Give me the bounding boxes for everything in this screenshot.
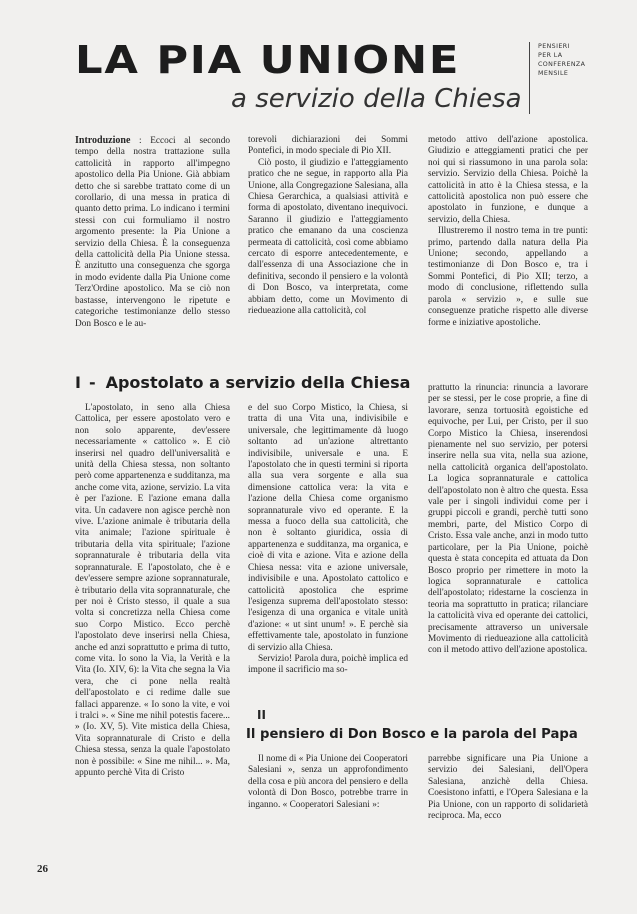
section-2-paragraph: parrebbe significare una Pia Unione a servizio dei Salesiani, dell'Opera Salesiana, anzichè della Chiesa. Coesistono infatti, e l'Opera Salesiana e la Pia Unione, con un rapporto di solidarietà reciproca. Ma, ecco — [428, 754, 588, 822]
masthead — [75, 38, 615, 118]
section-1-paragraph: e del suo Corpo Mistico, la Chiesa, si tratta di una Vita una, indivisibile e universale, che legittimamente dà luogo soltanto ad un'azione altrettanto indivisibile, universale e una. E l'apostolato che in questi termini si riporta alla sua vera sorgente e alla sua dimensione cattolica vera: la vita e l'azione della Chiesa come organismo soprannaturale vivo ed operante. E la messa a fuoco della sua cattolicità, che non è soltanto giuridica, ossia di appartenenza e sudditanza, ma organica, e cioè di vita e azione. Vita e azione della Chiesa nessa: vita e azione universale, indivisibile e una. Apostolato cattolico e cattolicità apostolica che esprime l'esigenza suprema dell'apostolato stesso: l'esigenza di una organica e vitale unità d'azione: « ut sint unum! ». E perchè sia effettivamente tale, apostolato in funzione di servizio alla Chiesa. — [248, 403, 408, 653]
section-1-column-3 — [428, 383, 588, 657]
section-1-paragraph: L'apostolato, in seno alla Chiesa Cattolica, per essere apostolato vero e non solo apparente, dev'essere necessariamente « cattolico ». E ciò inserirsi nel quadro dell'universalità e unità della Chiesa stessa, non soltanto però come appartenenza e sudditanza, ma anche come vita, azione, servizio. La vita è per l'azione. E l'azione emana dalla vita. Un cadavere non agisce perchè non vive. L'azione animale è tributaria della vita animale; l'azione spirituale è tributaria della vita spirituale; l'azione soprannaturale è tributaria della vita soprannaturale. E l'apostolato, che è e dev'essere sempre azione soprannaturale, è tributario della vita soprannaturale, che per noi è Cristo stesso, il quale a sua volta si concretizza nella Chiesa come suo Corpo Mistico. Ecco perchè l'apostolato deve inserirsi nella Chiesa, anche ed anzi soprattutto e prima di tutto, come vita. Io sono la Via, la Verità e la Vita (Io. XIV, 6): la Vita che segna la Via vera, che ci pone nella realtà dell'apostolato e ci redime dalle sue fallaci apparenze. « Io sono la vite, e voi i tralci ». « Sine me nihil potestis facere... » (Io. XV, 5). Vite mistica della Chiesa, Vita soprannaturale di Cristo e della Chiesa stessa, senza la quale l'apostolato non è possibile: « Sine me nihil... ». Ma, appunto perchè Vita di Cristo — [75, 403, 230, 778]
section-2-number: II — [257, 708, 266, 722]
section-1-paragraph: prattutto la rinuncia: rinuncia a lavorare per se stessi, per le cose proprie, a fine di lavorare, senza tortuosità egoistiche ed equivoche, per Lui, per Cristo, per il suo Corpo Mistico la Chiesa, inserendosi pienamente nel suo servizio, per potersi inserire nella sua vita, nella sua azione, nella cattolicità organica dell'apostolato. La logica soprannaturale e cattolica dell'apostolato non è altro che questa. Essa vale per i singoli individui come per i gruppi piccoli e grandi, perchè tutti sono membri, parte, del Mistico Corpo di Cristo. Essa vale anche, anzi in modo tutto particolare, per la Pia Unione, poichè questa è stata concepita ed attuata da Don Bosco proprio per rimettere in moto la logica soprannaturale e cattolica dell'apostolato; ridestarne la coscienza in teoria ma soprattutto in pratica; rilanciare la cattolicità viva ed operante dei cattolici, precisamente attraverso un universale Movimento di riedueazione alla cattolicità con il metodo attivo dell'azione apostolica. — [428, 383, 588, 656]
intro-paragraph: Illustreremo il nostro tema in tre punti: primo, partendo dalla natura della Pia Unione; secondo, appellando a testimonianze di Don Bosco e, tra i Sommi Pontefici, di Pio XII; terzo, a modo di conclusione, riflettendo sulla parola « servizio », e sulle sue conseguenze pratiche rispetto alle diverse forme e iniziative apostoliche. — [428, 226, 588, 328]
intro-column-3 — [428, 135, 588, 329]
section-1-paragraph: Servizio! Parola dura, poichè implica ed impone il sacrificio ma so- — [248, 653, 408, 676]
section-2-title: Il pensiero di Don Bosco e la parola del Papa — [246, 727, 578, 742]
intro-paragraph: metodo attivo dell'azione apostolica. Giudizio e atteggiamenti pratici che per noi qui si riassumono in una parola sola: servizio. Servizio della Chiesa. Poichè la cattolicità in atto è la Chiesa stessa, e la cattolicità apostolica non può essere che apostolato in funzione, e dunque a servizio, della Chiesa. — [428, 135, 588, 225]
intro-paragraph — [75, 135, 230, 330]
section-1-dash: - — [88, 373, 96, 392]
section-1-column-2 — [248, 403, 408, 677]
section-1-heading — [75, 373, 410, 392]
subtitle: a servizio della Chiesa — [231, 84, 522, 114]
section-1-number: I — [75, 373, 81, 392]
conference-note-line: CONFERENZA — [538, 61, 586, 68]
conference-note-line: PENSIERI — [538, 43, 570, 50]
intro-lead: Introduzione — [75, 135, 131, 146]
conference-note-line: PER LA — [538, 52, 563, 59]
main-title: LA PIA UNIONE — [75, 38, 461, 82]
section-1-column-1 — [75, 403, 230, 779]
intro-paragraph: torevoli dichiarazioni dei Sommi Pontefici, in modo speciale di Pio XII. — [248, 135, 408, 157]
intro-column-1 — [75, 135, 230, 330]
intro-paragraph: Ciò posto, il giudizio e l'atteggiamento pratico che ne segue, in rapporto alla Pia Unione, alla Congregazione Salesiana, alla Chiesa Gerarchica, a qualsiasi attività e forma di apostolato, diventano inequivoci. Saranno il giudizio e l'atteggiamento pratico che emanano da una coscienza permeata di cattolicità, così come abbiamo cercato di esporre antecedentemente, e dall'essenza di una Associazione che in definitiva, secondo il pensiero e la volontà di Don Bosco, va interpretata, come abbiam detto, come un Movimento di riedueazione alla cattolicità, col — [248, 157, 408, 317]
section-2-paragraph: Il nome di « Pia Unione dei Cooperatori Salesiani », senza un approfondimento della cosa e più ancora del pensiero e della volontà di Don Bosco, potrebbe trarre in inganno. « Cooperatori Salesiani »: — [248, 754, 408, 810]
intro-column-2 — [248, 135, 408, 318]
conference-note-line: MENSILE — [538, 70, 569, 77]
section-1-title: Apostolato a servizio della Chiesa — [105, 373, 411, 392]
page-number: 26 — [37, 863, 48, 875]
conference-note — [529, 42, 608, 114]
section-2-column-2 — [248, 754, 408, 811]
intro-text: : Eccoci al secondo tempo della nostra trattazione sulla cattolicità in rapporto all'impegno apostolico della Pia Unione. Già abbiam detto che si sarebbe trattato come di un corollario, di una messa in pratica di quanto detto prima. Lo indicano i termini stessi con cui formuliamo il nostro argomento presente: la Pia Unione a servizio della Chiesa. È la conseguenza della cattolicità della Pia Unione stessa. È anzitutto una conseguenza che sgorga in modo evidente dalla Pia Unione come Terz'Ordine apostolico. Ma se ciò non bastasse, intervengono le ripetute e categoriche testimonianze dello stesso Don Bosco e le au- — [75, 136, 230, 329]
section-2-column-3 — [428, 754, 588, 822]
